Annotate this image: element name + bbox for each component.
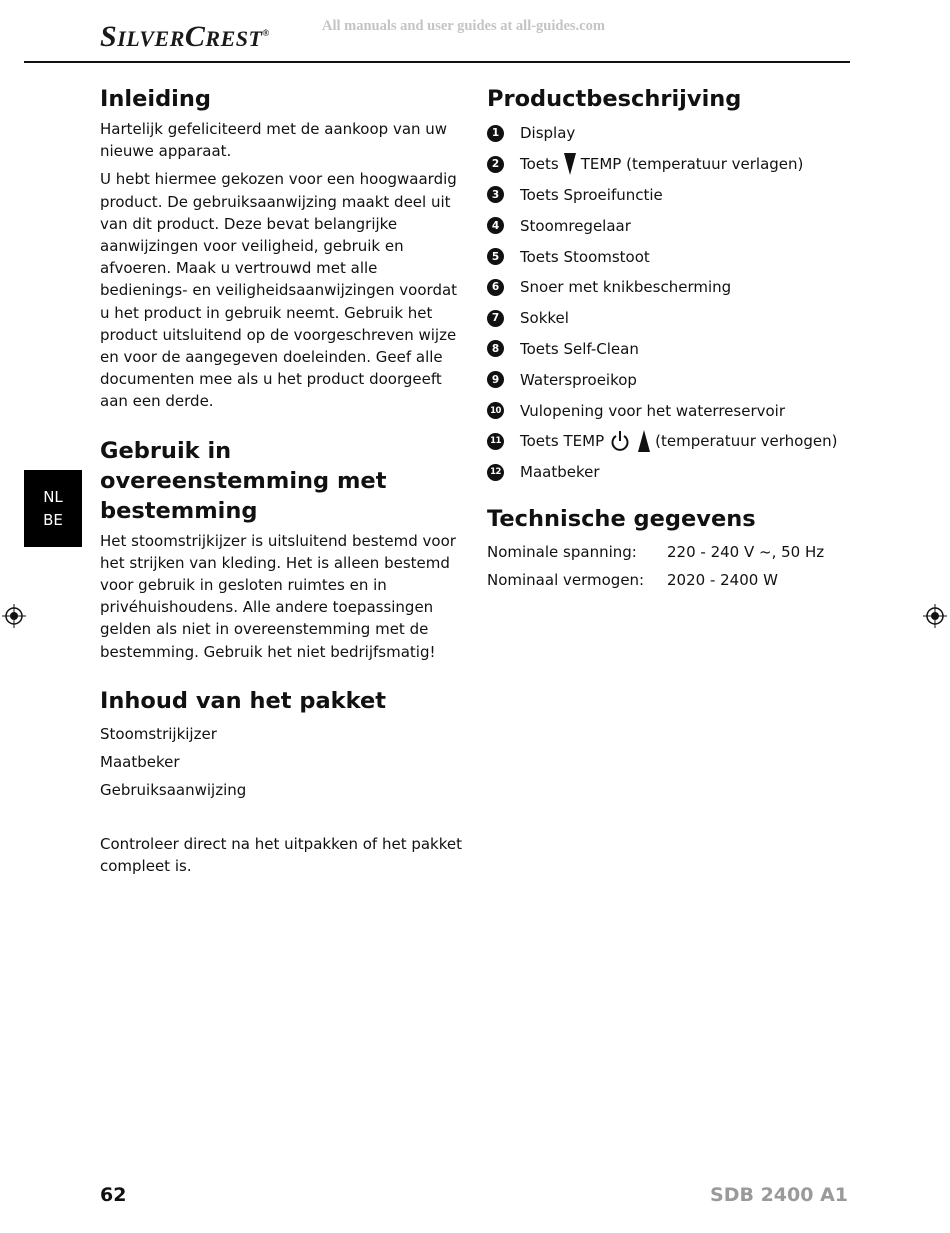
intro-paragraph: Hartelijk gefeliciteerd met de aankoop van uw nieuwe apparaat. bbox=[100, 120, 448, 161]
spec-value: 220 - 240 V ~, 50 Hz bbox=[667, 542, 825, 561]
list-item bbox=[487, 395, 852, 426]
package-note: Controleer direct na het uitpakken of het pakket compleet is. bbox=[100, 834, 462, 876]
list-item: Stoomstrijkijzer bbox=[100, 724, 217, 743]
item-number-badge: 8 bbox=[487, 340, 504, 357]
list-item bbox=[487, 241, 852, 272]
package-contents-list bbox=[100, 720, 465, 804]
list-item bbox=[487, 149, 852, 180]
item-number-badge: 5 bbox=[487, 248, 504, 265]
spec-label: Nominaal vermogen: bbox=[487, 570, 645, 589]
item-text: Display bbox=[520, 124, 576, 143]
item-text: (temperatuur verhogen) bbox=[655, 432, 838, 451]
item-number-badge: 12 bbox=[487, 464, 504, 481]
spec-value: 2020 - 2400 W bbox=[667, 570, 778, 589]
spec-label: Nominale spanning: bbox=[487, 542, 637, 561]
list-item bbox=[487, 118, 852, 149]
product-parts-list bbox=[487, 118, 852, 488]
usage-paragraph: Het stoomstrijkijzer is uitsluitend bestemd voor het strijken van kleding. Het is alleen bestemd voor gebruik in gesloten ruimtes en in privéhuishoudens. Alle andere toepassingen gelden als niet in overeenstemming met de bestemming. Gebruik het niet bedrijfsmatig! bbox=[100, 531, 456, 661]
list-item bbox=[487, 303, 852, 334]
list-item bbox=[487, 180, 852, 211]
table-row bbox=[487, 538, 852, 566]
item-text: Vulopening voor het waterreservoir bbox=[520, 401, 786, 420]
language-tab bbox=[24, 470, 82, 547]
list-item bbox=[487, 210, 852, 241]
item-number-badge: 3 bbox=[487, 186, 504, 203]
header-rule bbox=[24, 61, 850, 63]
page-number: 62 bbox=[100, 1184, 127, 1206]
watermark-text: All manuals and user guides at all-guides.com bbox=[322, 18, 605, 34]
list-item bbox=[487, 364, 852, 395]
list-item bbox=[487, 457, 852, 488]
item-text: Toets Stoomstoot bbox=[520, 247, 650, 266]
list-item: Gebruiksaanwijzing bbox=[100, 780, 247, 799]
item-text: TEMP (temperatuur verlagen) bbox=[580, 155, 804, 174]
item-number-badge: 2 bbox=[487, 156, 504, 173]
model-number: SDB 2400 A1 bbox=[710, 1184, 848, 1206]
list-item bbox=[487, 334, 852, 365]
item-number-badge: 10 bbox=[487, 402, 504, 419]
item-text: Toets bbox=[520, 155, 559, 174]
item-text: Snoer met knikbescherming bbox=[520, 278, 732, 297]
heading-gebruik: Gebruik in overeenstemming met bestemming bbox=[100, 437, 387, 524]
registration-mark-icon bbox=[2, 604, 26, 628]
heading-inleiding: Inleiding bbox=[100, 86, 212, 112]
intro-paragraph: U hebt hiermee gekozen voor een hoogwaardig product. De gebruiksaanwijzing maakt deel uit van dit product. Deze bevat belangrijke aanwijzingen voor veiligheid, gebruik en afvoeren. Maak u vertrouwd met alle bedienings- en veiligheidsaanwijzingen voordat u het product in gebruik neemt. Gebruik het product uitsluitend op de voorgeschreven wijze en voor de aangegeven doeleinden. Geef alle documenten mee als u het product doorgeeft aan een derde. bbox=[100, 170, 458, 411]
power-icon bbox=[610, 430, 630, 452]
language-tab-line1: NL bbox=[43, 487, 63, 506]
item-text: Maatbeker bbox=[520, 463, 600, 482]
item-text: Stoomregelaar bbox=[520, 216, 631, 235]
item-number-badge: 1 bbox=[487, 125, 504, 142]
item-number-badge: 4 bbox=[487, 217, 504, 234]
right-column bbox=[487, 84, 852, 594]
item-text: Watersproeikop bbox=[520, 370, 637, 389]
item-number-badge: 9 bbox=[487, 371, 504, 388]
tech-specs-table bbox=[487, 538, 852, 594]
list-item bbox=[487, 426, 852, 457]
language-tab-line2: BE bbox=[43, 510, 63, 529]
item-number-badge: 11 bbox=[487, 433, 504, 450]
item-number-badge: 7 bbox=[487, 310, 504, 327]
item-text: Toets Sproeifunctie bbox=[520, 185, 663, 204]
item-text: Toets TEMP bbox=[520, 432, 605, 451]
list-item bbox=[487, 272, 852, 303]
heading-technische-gegevens: Technische gegevens bbox=[487, 505, 756, 532]
table-row bbox=[487, 566, 852, 594]
item-text: Sokkel bbox=[520, 309, 569, 328]
temp-up-icon bbox=[638, 430, 650, 452]
list-item: Maatbeker bbox=[100, 752, 180, 771]
left-column bbox=[100, 84, 465, 883]
heading-inhoud: Inhoud van het pakket bbox=[100, 687, 387, 714]
registration-mark-icon bbox=[923, 604, 947, 628]
heading-productbeschrijving: Productbeschrijving bbox=[487, 86, 742, 112]
brand-logo: SILVERCREST® bbox=[100, 20, 270, 53]
temp-down-icon bbox=[564, 153, 576, 175]
item-text: Toets Self-Clean bbox=[520, 339, 639, 358]
item-number-badge: 6 bbox=[487, 279, 504, 296]
